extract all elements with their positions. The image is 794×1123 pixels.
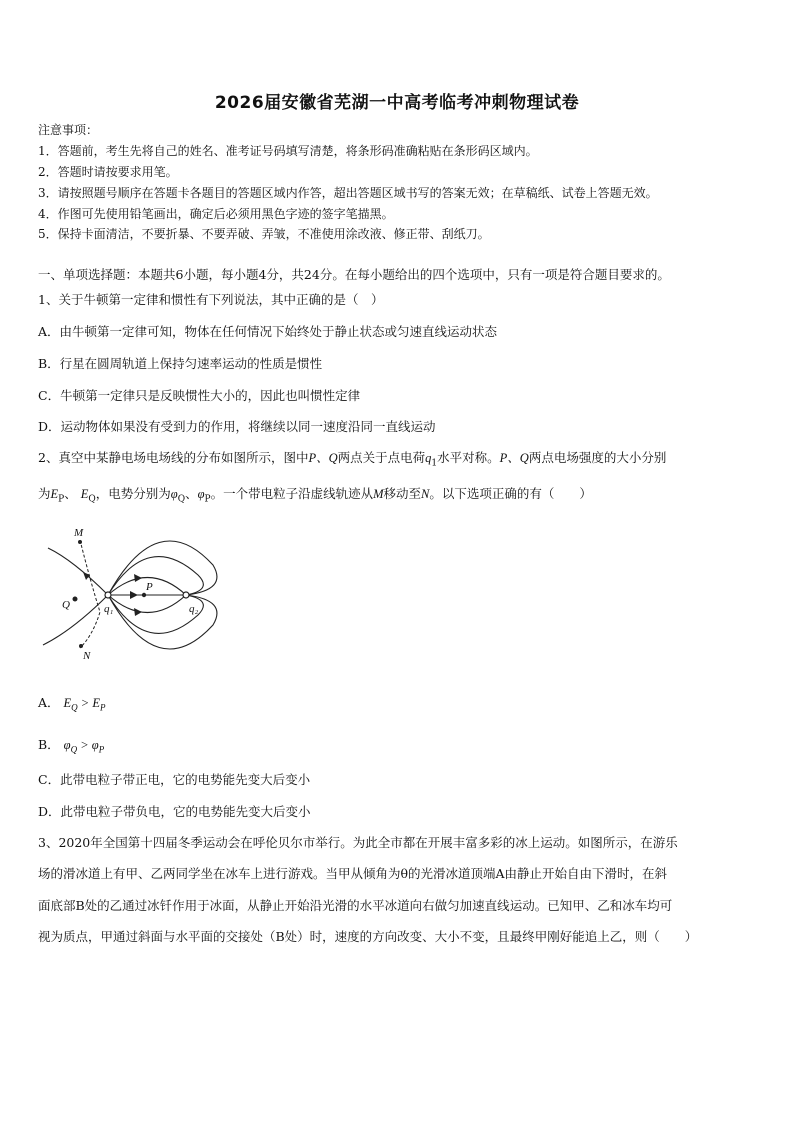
option-label: A． [38,695,60,710]
question-2-option-b [38,735,104,755]
section-heading: 一、单项选择题：本题共6小题，每小题4分，共24分。在每小题给出的四个选项中，只有一项是符合题目要求的。 [38,267,670,282]
label-m: M [74,527,84,539]
notice-item: 3．请按照题号顺序在答题卡各题目的答题区域内作答，超出答题区域书写的答案无效；在草稿纸、试卷上答题无效。 [38,186,658,200]
label-q2: q₂ [189,603,199,615]
question-1-option-a: A．由牛顿第一定律可知，物体在任何情况下始终处于静止状态或匀速直线运动状态 [38,324,498,339]
q2-stem-text: ，电势分别为 [95,486,171,501]
notice-item: 4．作图可先使用铅笔画出，确定后必须用黑色字迹的签字笔描黑。 [38,207,394,221]
field-line [43,595,108,645]
label-p: P [146,581,153,593]
electric-field-figure [38,520,238,670]
q2-stem-text: 两点关于点电荷 [337,450,426,465]
question-2-option-d: D．此带电粒子带负电，它的电势能先变大后变小 [38,804,311,819]
question-3-line: 视为质点，甲通过斜面与水平面的交接处（B处）时，速度的方向改变、大小不变，且最终甲刚好能追上乙，则（ ） [38,929,698,944]
option-label: B． [38,737,60,752]
q2-sym-n: N [421,487,430,501]
option-a-expr: $E_Q > E_P$ [63,696,106,713]
q2-sym-phip: φ [197,487,205,501]
notice-heading: 注意事项： [38,123,99,137]
label-q1: q₁ [104,603,114,615]
label-n: N [83,650,91,662]
question-1-option-b: B．行星在圆周轨道上保持匀速率运动的性质是惯性 [38,356,323,371]
q2-stem-text: 水平对称。 [437,450,500,465]
question-3-line: 面底部B处的乙通过冰钎作用于冰面，从静止开始沿光滑的水平冰道向右做匀加速直线运动。已知甲、乙和冰车均可 [38,898,673,913]
notice-item: 2．答题时请按要求用笔。 [38,165,178,179]
q2-stem-text: 两点电场强度的大小分别 [528,450,667,465]
q2-stem-text: 为 [38,486,51,501]
field-line [108,557,203,595]
field-line [108,595,186,613]
field-line [108,541,217,595]
q2-sym-pq: P、Q [308,451,338,465]
charge-q2 [183,592,189,598]
notice-item: 1．答题前，考生先将自己的姓名、准考证号码填写清楚，将条形码准确粘贴在条形码区域内。 [38,144,538,158]
question-2-option-a [38,693,105,713]
q2-sym-eq: E [80,487,89,501]
notice-item: 5．保持卡面清洁，不要折暴、不要弄破、弄皱，不准使用涂改液、修正带、刮纸刀。 [38,227,490,241]
question-2-stem-line2: 为$E_P$、 $E_Q$，电势分别为$\varphi_Q$、$\varphi_P$。一个带电粒子沿虚线轨迹从M移动至N。以下选项正确的有（ ） [38,486,592,505]
q2-sym-pq: P、Q [499,451,529,465]
particle-trajectory [80,540,100,648]
question-1-stem: 1、关于牛顿第一定律和惯性有下列说法，其中正确的是（ ） [38,292,384,307]
question-3-line: 3、2020年全国第十四届冬季运动会在呼伦贝尔市举行。为此全市都在开展丰富多彩的冰上运动。如图所示，在游乐 [38,835,678,850]
field-line [48,548,108,595]
point-q [73,597,78,602]
question-1-option-c: C．牛顿第一定律只是反映惯性大小的，因此也叫惯性定律 [38,388,361,403]
field-line [108,595,217,649]
question-2-stem: 2、真空中某静电场电场线的分布如图所示，图中P、Q两点关于点电荷$q_1$水平对称。P、Q两点电场强度的大小分别 [38,450,667,469]
question-2-option-c: C．此带电粒子带正电，它的电势能先变大后变小 [38,772,311,787]
q2-sym-m: M [373,487,384,501]
page-title: 2026届安徽省芜湖一中高考临考冲刺物理试卷 [214,93,580,113]
point-p [142,593,146,597]
label-q: Q [62,599,70,611]
point-n [79,644,83,648]
q2-sym-ep: E [50,487,59,501]
q2-sep: 、 [185,486,198,501]
point-m [78,540,82,544]
question-1-option-d: D．运动物体如果没有受到力的作用，将继续以同一速度沿同一直线运动 [38,419,436,434]
q2-sym-phiq: φ [170,487,178,501]
q2-sep: 、 [64,486,77,501]
q2-stem-text: 。一个带电粒子沿虚线轨迹从 [210,486,374,501]
question-3-line: 场的滑冰道上有甲、乙两同学坐在冰车上进行游戏。当甲从倾角为θ的光滑冰道顶端A由静止开始自由下滑时，在斜 [38,866,668,881]
q2-stem-text: 移动至 [383,486,422,501]
option-b-expr: $\varphi_Q > \varphi_P$ [63,738,105,755]
q2-sym-q1: q [425,451,432,465]
q2-stem-text: 。以下选项正确的有（ ） [429,486,592,501]
q2-stem-text: 2、真空中某静电场电场线的分布如图所示，图中 [38,450,309,465]
charge-q1 [105,592,111,598]
